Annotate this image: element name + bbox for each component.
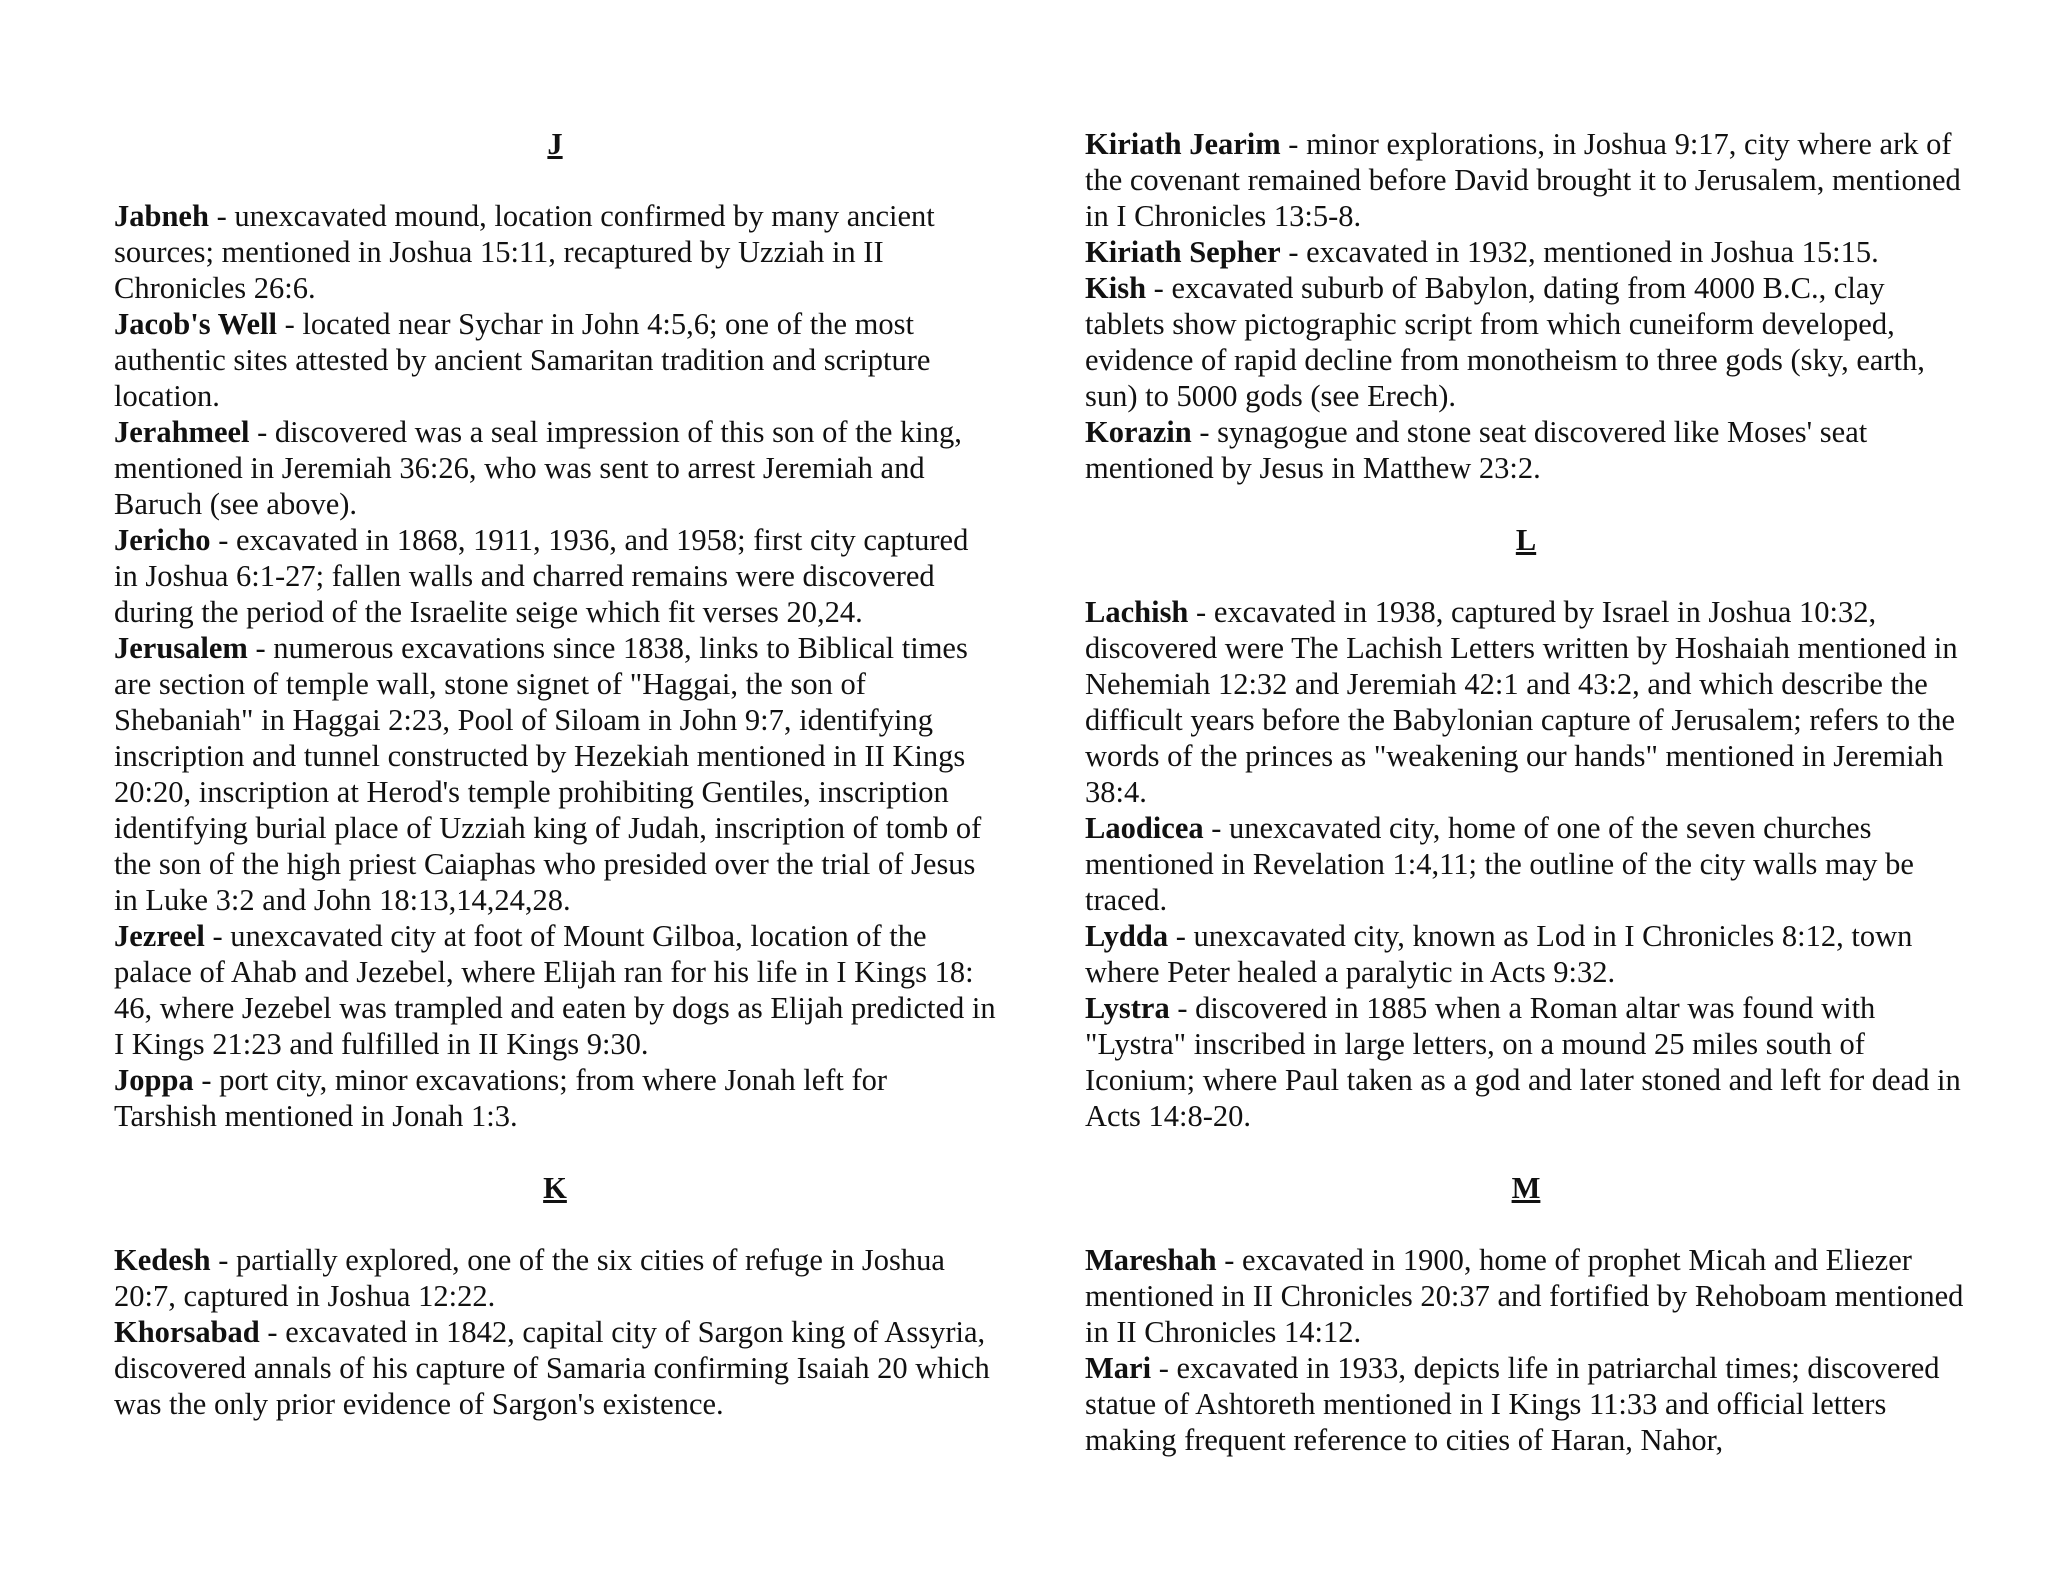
- entry-term: Lystra: [1085, 991, 1170, 1025]
- entry-term: Jerahmeel: [114, 415, 250, 449]
- section-heading-k: K: [543, 1171, 567, 1205]
- entry-jerusalem: [114, 630, 996, 918]
- entry-text: - discovered in 1885 when a Roman altar was found with "Lystra" inscribed in large letters, on a mound 25 miles south of Iconium; where Paul taken as a god and later stoned and left for dead in Acts 14:8-20.: [1085, 991, 1961, 1133]
- entry-text: - synagogue and stone seat discovered like Moses' seat mentioned by Jesus in Matthew 23:2.: [1085, 415, 1868, 485]
- spacer: [1085, 1134, 1967, 1170]
- entry-text: - excavated in 1842, capital city of Sargon king of Assyria, discovered annals of his capture of Samaria confirming Isaiah 20 which was the only prior evidence of Sargon's existence.: [114, 1315, 990, 1421]
- section-heading-l: L: [1515, 523, 1537, 557]
- entry-laodicea: [1085, 810, 1967, 918]
- entry-jacobs-well: [114, 306, 996, 414]
- entry-term: Lydda: [1085, 919, 1169, 953]
- entry-mareshah: [1085, 1242, 1967, 1350]
- entry-text: - port city, minor excavations; from where Jonah left for Tarshish mentioned in Jonah 1:3.: [114, 1063, 888, 1133]
- spacer: [114, 1134, 996, 1170]
- entry-text: - excavated in 1900, home of prophet Micah and Eliezer mentioned in II Chronicles 20:37 and fortified by Rehoboam mentioned in II Chronicles 14:12.: [1085, 1243, 1964, 1349]
- entry-text: - excavated suburb of Babylon, dating from 4000 B.C., clay tablets show pictographic script from which cuneiform developed, evidence of rapid decline from monotheism to three gods (sky, earth, sun) to 5000 gods (see Erech).: [1085, 271, 1925, 413]
- left-column: [114, 126, 996, 1422]
- entry-mari: [1085, 1350, 1967, 1458]
- spacer: [1085, 558, 1967, 594]
- entry-term: Lachish: [1085, 595, 1189, 629]
- entry-text: - partially explored, one of the six cities of refuge in Joshua 20:7, captured in Joshua 12:22.: [114, 1243, 945, 1313]
- entry-jerahmeel: [114, 414, 996, 522]
- entry-text: - numerous excavations since 1838, links to Biblical times are section of temple wall, stone signet of "Haggai, the son of Shebaniah" in Haggai 2:23, Pool of Siloam in John 9:7, identifying inscription and tunnel constructed by Hezekiah mentioned in II Kings 20:20, inscription at Herod's temple prohibiting Gentiles, inscription identifying burial place of Uzziah king of Judah, inscription of tomb of the son of the high priest Caiaphas who presided over the trial of Jesus in Luke 3:2 and John 18:13,14,24,28.: [114, 631, 982, 917]
- entry-text: - unexcavated city, known as Lod in I Chronicles 8:12, town where Peter healed a paralytic in Acts 9:32.: [1085, 919, 1913, 989]
- entry-term: Laodicea: [1085, 811, 1204, 845]
- entry-term: Mari: [1085, 1351, 1152, 1385]
- entry-jezreel: [114, 918, 996, 1062]
- entry-text: - excavated in 1933, depicts life in patriarchal times; discovered statue of Ashtoreth mentioned in I Kings 11:33 and official letters making frequent reference to cities of Haran, Nahor,: [1085, 1351, 1940, 1457]
- entry-term: Kish: [1085, 271, 1147, 305]
- entry-joppa: [114, 1062, 996, 1134]
- entry-kedesh: [114, 1242, 996, 1314]
- entry-jericho: [114, 522, 996, 630]
- entry-term: Jericho: [114, 523, 211, 557]
- right-column: [1085, 126, 1967, 1458]
- entry-term: Khorsabad: [114, 1315, 260, 1349]
- spacer: [1085, 486, 1967, 522]
- entry-khorsabad: [114, 1314, 996, 1422]
- entry-lystra: [1085, 990, 1967, 1134]
- entry-term: Kiriath Sepher: [1085, 235, 1281, 269]
- entry-lachish: [1085, 594, 1967, 810]
- entry-kiriath-jearim: [1085, 126, 1967, 234]
- spacer: [114, 162, 996, 198]
- entry-term: Jezreel: [114, 919, 205, 953]
- entry-text: - unexcavated city, home of one of the seven churches mentioned in Revelation 1:4,11; the outline of the city walls may be traced.: [1085, 811, 1914, 917]
- entry-kiriath-sepher: [1085, 234, 1967, 270]
- entry-text: - discovered was a seal impression of this son of the king, mentioned in Jeremiah 36:26, who was sent to arrest Jeremiah and Baruch (see above).: [114, 415, 962, 521]
- entry-korazin: [1085, 414, 1967, 486]
- section-heading-j: J: [547, 127, 563, 161]
- entry-term: Kiriath Jearim: [1085, 127, 1281, 161]
- entry-text: - unexcavated city at foot of Mount Gilboa, location of the palace of Ahab and Jezebel, where Elijah ran for his life in I Kings 18: 46, where Jezebel was trampled and eaten by dogs as Elijah predicted in I Kings 21:23 and fulfilled in II Kings 9:30.: [114, 919, 996, 1061]
- section-heading-m: M: [1511, 1171, 1541, 1205]
- entry-term: Joppa: [114, 1063, 194, 1097]
- entry-text: - located near Sychar in John 4:5,6; one of the most authentic sites attested by ancient Samaritan tradition and scripture location.: [114, 307, 931, 413]
- entry-text: - excavated in 1932, mentioned in Joshua 15:15.: [1280, 235, 1879, 269]
- entry-text: - minor explorations, in Joshua 9:17, city where ark of the covenant remained before David brought it to Jerusalem, mentioned in I Chronicles 13:5-8.: [1085, 127, 1961, 233]
- entry-term: Jabneh: [114, 199, 209, 233]
- entry-text: - excavated in 1938, captured by Israel in Joshua 10:32, discovered were The Lachish Letters written by Hoshaiah mentioned in Nehemiah 12:32 and Jeremiah 42:1 and 43:2, and which describe the difficult years before the Babylonian capture of Jerusalem; refers to the words of the princes as "weakening our hands" mentioned in Jeremiah 38:4.: [1085, 595, 1958, 809]
- entry-text: - unexcavated mound, location confirmed by many ancient sources; mentioned in Joshua 15:11, recaptured by Uzziah in II Chronicles 26:6.: [114, 199, 935, 305]
- entry-lydda: [1085, 918, 1967, 990]
- entry-term: Jerusalem: [114, 631, 248, 665]
- entry-term: Mareshah: [1085, 1243, 1217, 1277]
- entry-jabneh: [114, 198, 996, 306]
- entry-term: Jacob's Well: [114, 307, 277, 341]
- entry-term: Kedesh: [114, 1243, 211, 1277]
- entry-text: - excavated in 1868, 1911, 1936, and 1958; first city captured in Joshua 6:1-27; fallen walls and charred remains were discovered during the period of the Israelite seige which fit verses 20,24.: [114, 523, 969, 629]
- entry-kish: [1085, 270, 1967, 414]
- spacer: [1085, 1206, 1967, 1242]
- spacer: [114, 1206, 996, 1242]
- entry-term: Korazin: [1085, 415, 1192, 449]
